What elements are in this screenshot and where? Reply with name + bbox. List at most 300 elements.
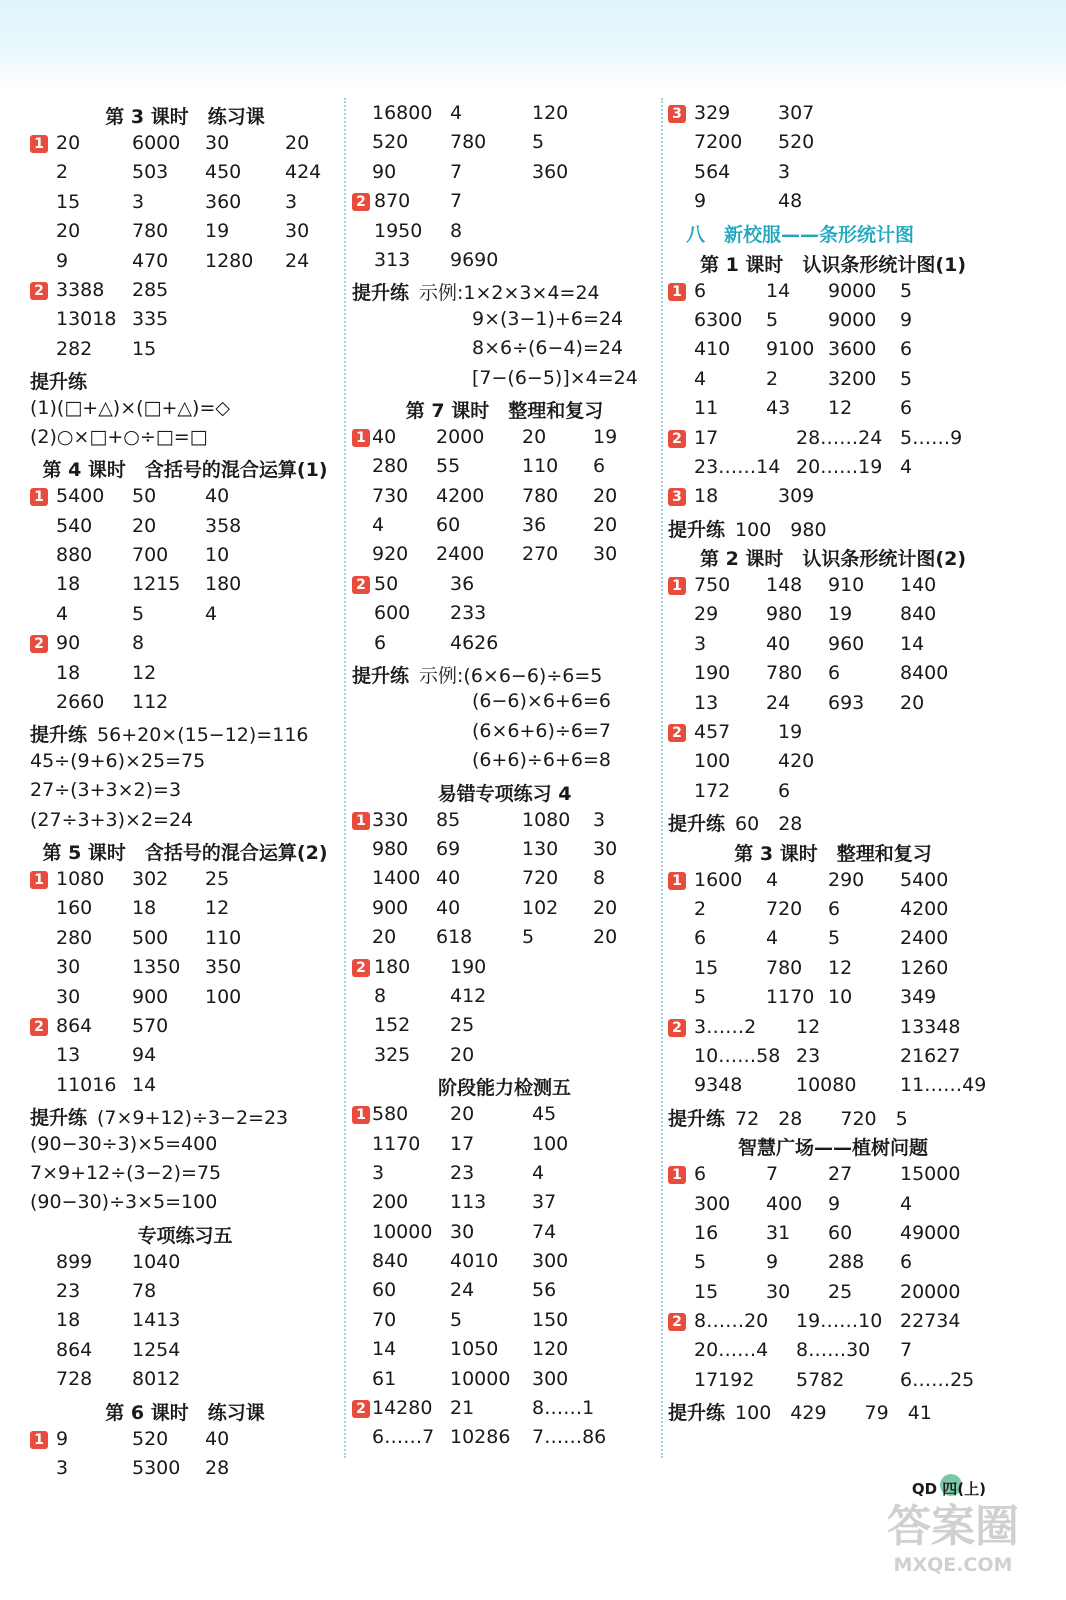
answer-value: 4 [766, 927, 779, 950]
answer-value: 78 [132, 1280, 157, 1303]
answer-group [30, 1424, 340, 1483]
watermark-logo: 答案圈 [887, 1501, 1019, 1552]
answer-value: 780 [766, 956, 803, 979]
answer-value: 2 [694, 897, 707, 920]
answer-row [352, 805, 657, 834]
answer-value: 50 [132, 485, 157, 508]
answer-group [352, 186, 657, 274]
answer-value: 330 [372, 808, 409, 831]
answer-value: 4 [56, 602, 69, 625]
answer-value: 150 [532, 1308, 569, 1331]
answer-value: 20000 [900, 1280, 961, 1303]
practice-label: 提升练 [352, 282, 410, 305]
answer-row [30, 1070, 340, 1099]
answer-value: 410 [694, 338, 731, 361]
answer-value: 20 [450, 1103, 475, 1126]
answer-value: 920 [372, 543, 409, 566]
answer-expression: 100 429 79 41 [735, 1402, 932, 1425]
question-number-badge: 1 [668, 283, 686, 301]
answer-value: 900 [132, 985, 169, 1008]
answer-value: 28……24 [796, 426, 883, 449]
answer-row [352, 922, 657, 951]
answer-group [30, 864, 340, 1011]
practice-label: 提升练 [352, 665, 410, 688]
answer-value: 110 [205, 926, 242, 949]
answer-value: 8 [593, 867, 606, 890]
answer-value: 113 [450, 1191, 487, 1214]
answer-value: 360 [205, 190, 242, 213]
answer-group [668, 1159, 998, 1306]
answer-value: 3 [132, 190, 145, 213]
answer-value: 307 [778, 102, 815, 124]
answer-row [352, 1393, 657, 1422]
answer-value: 17 [450, 1132, 475, 1155]
answer-value: 4010 [450, 1250, 499, 1273]
answer-value: 864 [56, 1014, 93, 1037]
answer-value: 19……10 [796, 1310, 883, 1333]
answer-value: 18 [56, 573, 81, 596]
answer-value: 30 [766, 1280, 791, 1303]
answer-value: 4626 [450, 631, 499, 654]
answer-value: 4 [372, 514, 385, 537]
answer-value: 31 [766, 1221, 791, 1244]
answer-value: 5 [532, 131, 545, 154]
answer-value: 180 [374, 955, 411, 978]
answer-row [668, 1159, 998, 1188]
answer-group [30, 481, 340, 628]
answer-row [352, 569, 657, 598]
answer-row [668, 982, 998, 1011]
answer-value: 60 [828, 1221, 853, 1244]
answer-line [30, 422, 340, 451]
answer-value: 85 [436, 808, 461, 831]
answer-expression: (90−30÷3)×5=400 [30, 1132, 218, 1155]
answer-value: 3 [56, 1457, 69, 1480]
answer-value: 15000 [900, 1163, 961, 1186]
answer-value: 4 [205, 602, 218, 625]
answer-row [352, 127, 657, 156]
answer-value: 69 [436, 837, 461, 860]
answer-column-2 [352, 98, 657, 1452]
section-heading: 第 2 课时 认识条形统计图(2) [699, 548, 967, 571]
answer-value: 6 [828, 662, 841, 685]
section-heading: 智慧广场——植树问题 [737, 1137, 928, 1160]
answer-value: 500 [132, 926, 169, 949]
practice-label: 提升练 [30, 371, 88, 394]
answer-value: 12 [132, 661, 157, 684]
answer-value: 48 [778, 190, 803, 213]
answer-value: 720 [766, 897, 803, 920]
answer-value: 140 [900, 574, 937, 597]
answer-value: 1170 [766, 986, 815, 1009]
answer-row [352, 834, 657, 863]
answer-value: 4 [694, 367, 707, 390]
answer-value: 10 [205, 544, 230, 567]
answer-value: 780 [132, 220, 169, 243]
answer-value: 14 [900, 632, 925, 655]
answer-value: 700 [132, 544, 169, 567]
answer-value: 400 [766, 1192, 803, 1215]
answer-expression: 9×(3−1)+6=24 [472, 307, 624, 330]
answer-value: 102 [522, 896, 559, 919]
answer-value: 618 [436, 926, 473, 949]
answer-value: 30 [593, 543, 618, 566]
answer-row [30, 304, 340, 333]
section-heading: 易错专项练习 4 [437, 782, 572, 805]
answer-row [668, 865, 998, 894]
answer-value: 693 [828, 691, 865, 714]
watermark [868, 1490, 1038, 1586]
answer-value: 1080 [522, 808, 571, 831]
answer-row [668, 452, 998, 481]
answer-value: 30 [56, 985, 81, 1008]
question-number-badge: 1 [668, 872, 686, 890]
practice-label: 提升练 [30, 1107, 88, 1130]
answer-value: 3 [778, 160, 791, 183]
answer-value: 6 [900, 397, 913, 420]
answer-row [30, 923, 340, 952]
column-divider [661, 98, 663, 1458]
answer-value: 6 [778, 779, 791, 802]
answer-row [668, 688, 998, 717]
answer-value: 750 [694, 574, 731, 597]
answer-group [352, 952, 657, 1070]
answer-value: 8 [132, 632, 145, 655]
answer-row [30, 658, 340, 687]
answer-row [668, 894, 998, 923]
question-number-badge: 1 [352, 429, 370, 447]
answer-value: 4 [900, 455, 913, 478]
answer-value: 960 [828, 632, 865, 655]
answer-value: 1280 [205, 249, 254, 272]
answer-expression: 示例:(6×6−6)÷6=5 [419, 665, 603, 688]
answer-value: 61 [372, 1367, 397, 1390]
answer-row [352, 98, 657, 127]
answer-value: 20 [56, 220, 81, 243]
answer-value: 5 [828, 927, 841, 950]
answer-row [352, 451, 657, 480]
answer-value: 8……30 [796, 1339, 871, 1362]
answer-value: 10080 [796, 1074, 857, 1097]
answer-line [668, 511, 998, 540]
answer-row [668, 1218, 998, 1247]
answer-value: 325 [374, 1043, 411, 1066]
answer-value: 503 [132, 161, 169, 184]
answer-row [352, 422, 657, 451]
answer-value: 20 [900, 691, 925, 714]
answer-row [352, 1364, 657, 1393]
practice-label: 提升练 [668, 813, 726, 836]
answer-row [668, 1041, 998, 1070]
answer-row [352, 1422, 657, 1451]
answer-group [30, 128, 340, 275]
answer-value: 30 [450, 1220, 475, 1243]
answer-value: 9 [766, 1251, 779, 1274]
answer-value: 3600 [828, 338, 877, 361]
answer-value: 14 [372, 1338, 397, 1361]
answer-column-3 [668, 98, 998, 1424]
answer-row [352, 1040, 657, 1069]
answer-expression: (27÷3+3)×2=24 [30, 808, 194, 831]
answer-value: 60 [436, 514, 461, 537]
answer-value: 20 [593, 514, 618, 537]
answer-value: 40 [436, 896, 461, 919]
answer-value: 4200 [436, 484, 485, 507]
section-heading: 第 1 课时 认识条形统计图(1) [699, 253, 967, 276]
answer-value: 980 [766, 603, 803, 626]
answer-value: 36 [450, 572, 475, 595]
answer-row [352, 1246, 657, 1275]
answer-row [30, 1424, 340, 1453]
answer-value: 20 [593, 896, 618, 919]
answer-value: 100 [694, 750, 731, 773]
answer-value: 520 [372, 131, 409, 154]
answer-value: 10286 [450, 1426, 511, 1449]
answer-value: 5400 [900, 868, 949, 891]
answer-row [30, 864, 340, 893]
answer-row [668, 1012, 998, 1041]
answer-value: 4 [450, 102, 463, 124]
answer-value: 1400 [372, 867, 421, 890]
answer-line [30, 716, 340, 745]
answer-row [668, 127, 998, 156]
answer-value: 720 [522, 867, 559, 890]
answer-value: 24 [285, 249, 310, 272]
answer-value: 18 [694, 485, 719, 508]
answer-value: 300 [694, 1192, 731, 1215]
answer-value: 360 [532, 160, 569, 183]
answer-value: 2 [766, 367, 779, 390]
answer-group [352, 422, 657, 569]
answer-row [30, 1247, 340, 1276]
answer-value: 23 [796, 1044, 821, 1067]
answer-value: 3 [285, 190, 298, 213]
answer-value: 457 [694, 721, 731, 744]
page-footer: QD 四(上) [911, 1480, 986, 1498]
section-heading: 第 7 课时 整理和复习 [405, 399, 604, 422]
answer-row [668, 629, 998, 658]
answer-value: 7 [450, 190, 463, 213]
answer-value: 14 [132, 1073, 157, 1096]
answer-row [352, 539, 657, 568]
answer-group [668, 481, 998, 510]
answer-value: 9100 [766, 338, 815, 361]
answer-value: 300 [532, 1367, 569, 1390]
answer-value: 10……58 [694, 1044, 781, 1067]
answer-value: 840 [900, 603, 937, 626]
section-heading: 第 5 课时 含括号的混合运算(2) [42, 841, 328, 864]
answer-row [668, 334, 998, 363]
answer-value: 6 [828, 897, 841, 920]
answer-value: 56 [532, 1279, 557, 1302]
answer-value: 8 [450, 219, 463, 242]
answer-value: 910 [828, 574, 865, 597]
answer-expression: (1)(□+△)×(□+△)=◇ [30, 396, 230, 419]
answer-value: 980 [372, 837, 409, 860]
answer-value: 280 [372, 455, 409, 478]
column-divider [344, 98, 346, 1458]
answer-value: 9000 [828, 308, 877, 331]
answer-value: 17192 [694, 1368, 755, 1391]
answer-group [352, 98, 657, 186]
answer-value: 10000 [372, 1220, 433, 1243]
answer-line [30, 1158, 340, 1187]
answer-value: 25 [450, 1014, 475, 1037]
answer-value: 13348 [900, 1015, 961, 1038]
answer-value: 780 [766, 662, 803, 685]
answer-value: 180 [205, 573, 242, 596]
answer-value: 3200 [828, 367, 877, 390]
watermark-url: MXQE.COM [893, 1554, 1013, 1576]
answer-expression: 56+20×(15−12)=116 [97, 724, 309, 747]
answer-value: 15 [56, 190, 81, 213]
answer-expression: (6−6)×6+6=6 [472, 690, 611, 713]
answer-row [30, 1011, 340, 1040]
answer-value: 21 [450, 1397, 475, 1420]
question-number-badge: 1 [668, 577, 686, 595]
answer-value: 70 [372, 1308, 397, 1331]
answer-value: 90 [372, 160, 397, 183]
answer-value: 13018 [56, 308, 117, 331]
answer-row [30, 216, 340, 245]
answer-value: 25 [828, 1280, 853, 1303]
question-number-badge: 1 [30, 1431, 48, 1449]
answer-value: 309 [778, 485, 815, 508]
answer-row [30, 187, 340, 216]
answer-value: 120 [532, 102, 569, 124]
answer-value: 10000 [450, 1367, 511, 1390]
answer-row [30, 481, 340, 510]
answer-value: 20 [593, 926, 618, 949]
answer-row [30, 1335, 340, 1364]
answer-value: 19 [593, 425, 618, 448]
answer-row [30, 628, 340, 657]
answer-value: 2400 [436, 543, 485, 566]
unit-heading: 八 新校服——条形统计图 [686, 223, 915, 246]
answer-value: 5400 [56, 485, 105, 508]
answer-value: 5300 [132, 1457, 181, 1480]
section-heading: 第 4 课时 含括号的混合运算(1) [42, 459, 328, 482]
answer-value: 540 [56, 514, 93, 537]
question-number-badge: 3 [668, 105, 686, 123]
question-number-badge: 1 [30, 135, 48, 153]
answer-value: 420 [778, 750, 815, 773]
answer-row [668, 1277, 998, 1306]
question-number-badge: 2 [668, 430, 686, 448]
answer-value: 5 [900, 367, 913, 390]
answer-group [668, 1306, 998, 1394]
answer-value: 1170 [372, 1132, 421, 1155]
answer-value: 8400 [900, 662, 949, 685]
answer-value: 23……14 [694, 455, 781, 478]
answer-value: 100 [205, 985, 242, 1008]
answer-value: 1080 [56, 867, 105, 890]
answer-value: 24 [450, 1279, 475, 1302]
answer-expression: (6+6)÷6+6=8 [472, 749, 611, 772]
answer-value: 55 [436, 455, 461, 478]
answer-row [668, 481, 998, 510]
answer-row [352, 1187, 657, 1216]
answer-value: 1600 [694, 868, 743, 891]
answer-value: 3388 [56, 278, 105, 301]
answer-value: 4 [532, 1161, 545, 1184]
answer-value: 18 [56, 1309, 81, 1332]
answer-value: 4200 [900, 897, 949, 920]
answer-value: 22734 [900, 1310, 961, 1333]
answer-row [30, 511, 340, 540]
practice-label: 提升练 [30, 724, 88, 747]
answer-line [30, 805, 340, 834]
answer-value: 23 [450, 1161, 475, 1184]
answer-row [30, 982, 340, 1011]
answer-column-1 [30, 98, 340, 1482]
answer-value: 160 [56, 897, 93, 920]
answer-value: 2 [56, 161, 69, 184]
answer-row [30, 540, 340, 569]
answer-value: 2400 [900, 927, 949, 950]
answer-value: 19 [205, 220, 230, 243]
answer-row [352, 1334, 657, 1363]
answer-value: 8……20 [694, 1310, 769, 1333]
answer-value: 7200 [694, 131, 743, 154]
answer-expression: 7×9+12÷(3−2)=75 [30, 1161, 222, 1184]
answer-value: 5 [766, 308, 779, 331]
answer-group [30, 1247, 340, 1394]
answer-value: 280 [56, 926, 93, 949]
answer-value: 424 [285, 161, 322, 184]
answer-expression: [7−(6−5)]×4=24 [472, 366, 638, 389]
question-number-badge: 2 [30, 282, 48, 300]
answer-row [352, 893, 657, 922]
answer-value: 40 [436, 867, 461, 890]
answer-row [30, 1040, 340, 1069]
answer-expression: 60 28 [735, 813, 803, 836]
answer-row [668, 570, 998, 599]
answer-value: 5782 [796, 1368, 845, 1391]
answer-row [30, 1305, 340, 1334]
answer-row [352, 952, 657, 981]
answer-row [30, 157, 340, 186]
answer-value: 17 [694, 426, 719, 449]
answer-value: 11 [694, 397, 719, 420]
answer-group [668, 865, 998, 1012]
answer-value: 8 [374, 984, 387, 1007]
answer-value: 864 [56, 1338, 93, 1361]
answer-row [668, 1247, 998, 1276]
answer-value: 9 [56, 1427, 69, 1450]
answer-value: 19 [828, 603, 853, 626]
answer-row [30, 1276, 340, 1305]
answer-line [352, 657, 657, 686]
answer-value: 11……49 [900, 1074, 987, 1097]
answer-value: 18 [132, 897, 157, 920]
answer-value: 2660 [56, 691, 105, 714]
answer-value: 6 [900, 338, 913, 361]
answer-value: 3 [694, 632, 707, 655]
answer-value: 16 [694, 1221, 719, 1244]
answer-value: 300 [532, 1250, 569, 1273]
answer-value: 12 [828, 956, 853, 979]
answer-value: 15 [694, 956, 719, 979]
question-number-badge: 2 [352, 193, 370, 211]
section-heading: 阶段能力检测五 [437, 1077, 571, 1100]
answer-row [668, 305, 998, 334]
answer-value: 520 [132, 1427, 169, 1450]
answer-value: 40 [205, 1427, 230, 1450]
answer-value: 49000 [900, 1221, 961, 1244]
question-number-badge: 2 [352, 959, 370, 977]
answer-value: 45 [532, 1103, 557, 1126]
